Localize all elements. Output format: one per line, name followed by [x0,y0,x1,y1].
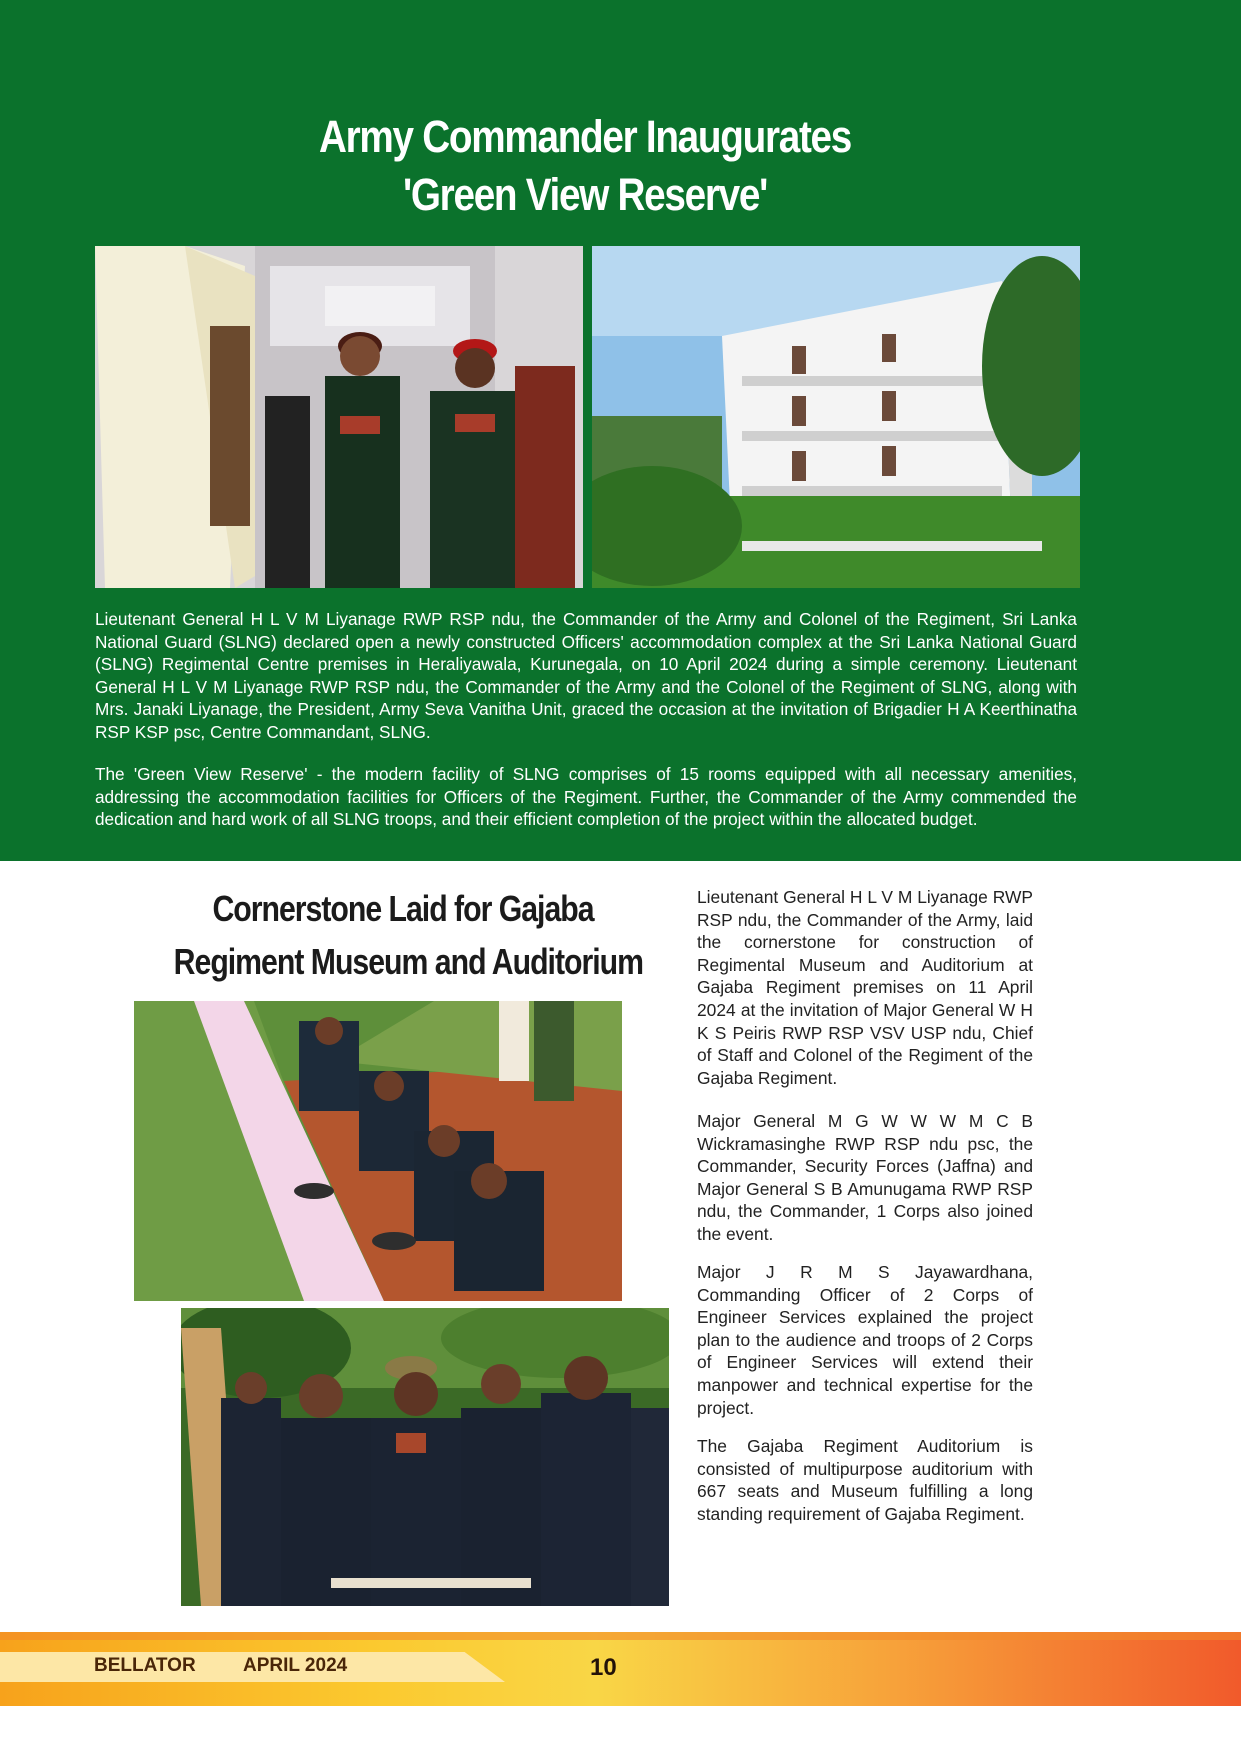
article2-paragraph1: Lieutenant General H L V M Liyanage RWP RSP ndu, the Commander of the Army, laid the cornerstone for construction of Regimental Museum and Auditorium at Gajaba Regiment premises on 11 April 2024 at the invitation of Major General W H K S Peiris RWP RSP VSV USP ndu, Chief of Staff and Colonel of the Regiment of the Gajaba Regiment. [697,887,1033,1088]
photo-green-view-reserve-building [592,246,1080,588]
secondary-headline-line2: Regiment Museum and Auditorium [173,941,643,982]
secondary-headline [130,882,676,988]
page-number: 10 [590,1654,617,1681]
article2-paragraph2: Major General M G W W W M C B Wickramasinghe RWP RSP ndu psc, the Commander, Security Forces (Jaffna) and Major General S B Amunugama RWP RSP ndu, the Commander, 1 Corps also joined the event. [697,1111,1033,1244]
secondary-headline-line1: Cornerstone Laid for Gajaba [212,888,594,929]
article1-paragraph1: Lieutenant General H L V M Liyanage RWP RSP ndu, the Commander of the Army and Colonel of the Regiment, Sri Lanka National Guard (SLNG) declared open a newly constructed Officers' accommodation complex at the Sri Lanka National Guard (SLNG) Regimental Centre premises in Heraliyawala, Kurunegala, on 10 April 2024 during a simple ceremony. Lieutenant General H L V M Liyanage RWP RSP ndu, the Commander of the Army and the Colonel of the Regiment of SLNG, along with Mrs. Janaki Liyanage, the President, Army Seva Vanitha Unit, graced the occasion at the invitation of Brigadier H A Keerthinatha RSP KSP psc, Centre Commandant, SLNG. [95,609,1077,742]
main-headline-line2: 'Green View Reserve' [402,169,768,220]
article2-paragraph4: The Gajaba Regiment Auditorium is consisted of multipurpose auditorium with 667 seats and Museum fulfilling a long standing requirement of Gajaba Regiment. [697,1436,1033,1524]
article1-paragraph2: The 'Green View Reserve' - the modern facility of SLNG comprises of 15 rooms equipped with all necessary amenities, addressing the accommodation facilities for Officers of the Regiment. Further, the Commander of the Army commended the dedication and hard work of all SLNG troops, and their efficient completion of the project within the allocated budget. [95,764,1077,830]
main-headline-line1: Army Commander Inaugurates [318,111,852,162]
photo-commander-laying-cornerstone [181,1308,669,1606]
article2-paragraph3: Major J R M S Jayawardhana, Commanding Officer of 2 Corps of Engineer Services explained the project plan to the audience and troops of 2 Corps of Engineer Services will extend their manpower and technical expertise for the project. [697,1262,1033,1418]
photo-plaque-unveiling [95,246,583,588]
footer-top-stripe [0,1632,1241,1640]
main-headline [254,108,916,224]
photo-cornerstone-ceremony [134,1001,622,1301]
publication-name: BELLATOR [94,1655,196,1676]
issue-date: APRIL 2024 [243,1655,348,1676]
